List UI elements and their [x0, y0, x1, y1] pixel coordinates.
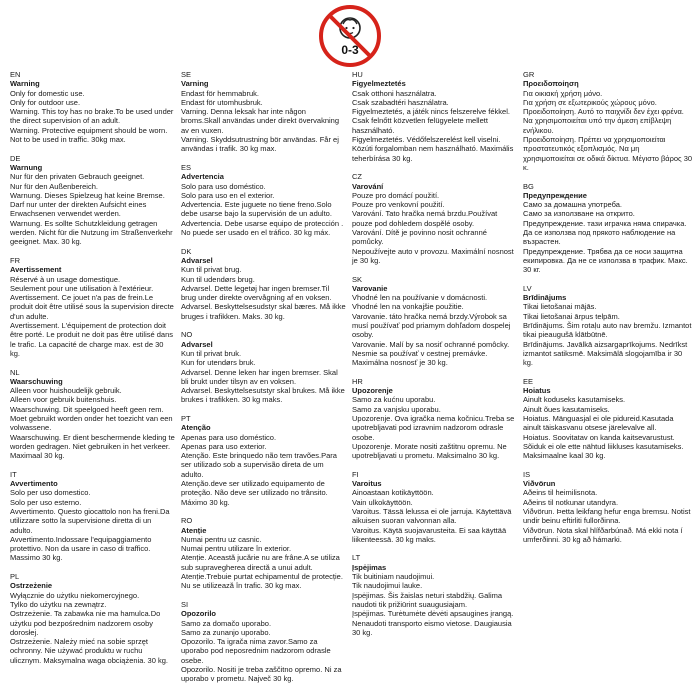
warning-text: Avertissement. L'équipement de protection doit être porté. Le produit ne doit pas être utilisé dans le trafic. La capacité de charge max. est de 30 kg.: [10, 321, 174, 358]
warning-text: Advertencia. Debe usarse equipo de protección . No puede ser usado en el tráfico. 30 kg máx.: [181, 218, 344, 238]
warning-section-ro: [181, 516, 346, 590]
warning-text: Varovanie. Malí by sa nosiť ochranné pomôcky. Nesmie sa používať v cestnej premávke. Maximálna nosnosť je 30 kg.: [352, 339, 510, 368]
warning-text: Advarsel. Dette legetøj har ingen bremser.Til brug under direkte overvågning af en voksen.: [181, 283, 332, 303]
warning-text: Figyelmeztetés, a játék nincs felszerelve fékkel. Csak felnőtt közvetlen felügyelete mellett használható.: [352, 107, 510, 135]
warning-section-se: [181, 70, 346, 154]
warning-text: Samo za zunanjo uporabo.: [181, 627, 271, 637]
warning-text: Solo para uso en el exterior.: [181, 190, 275, 200]
language-code: NO: [181, 330, 193, 340]
warning-heading: Atenção: [181, 423, 211, 433]
warning-heading: Waarschuwing: [10, 376, 63, 386]
warning-text: Wyłącznie do użytku niekomercyjnego.: [10, 590, 140, 600]
warning-heading: Предупреждение: [523, 190, 587, 200]
warning-heading: Advertencia: [181, 172, 224, 182]
warning-text: Viðvörun. Nota skal hlífðarbúnað. Má ekki nota í umferðinni. 30 kg að hámarki.: [523, 525, 683, 544]
warning-text: Ostrzeżenie. Należy mieć na sobie sprzęt ochronny. Nie używać produktu w ruchu ulicznym. Maksymalna waga obciążenia. 30 kg.: [10, 637, 168, 665]
warning-text: Įspėjimas. Šis žaislas neturi stabdžių. Galima naudoti tik prižiūrint suaugusiajam.: [352, 590, 503, 609]
column-2: [181, 70, 346, 693]
warning-text: Csak szabadtéri használatra.: [352, 97, 449, 107]
warning-text: Solo para uso doméstico.: [181, 181, 266, 191]
warning-heading: Avertissement: [10, 265, 62, 275]
warning-heading: Įspėjimas: [352, 562, 387, 572]
age-warning-badge: [318, 4, 382, 68]
warning-text: Varovanie. táto hračka nemá brzdy.Výrobok sa musí používať pod priamym dohľadom dospelej osoby.: [352, 311, 511, 340]
warning-text: Προειδοποίηση. Αυτό το παιχνίδι δεν έχει φρένα. Να χρησιμοποιείται υπό την άμεση επίβλεψη ενήλικου.: [523, 107, 684, 135]
language-code: LT: [352, 553, 361, 563]
warning-text: Varování. Tato hračka nemá brzdu.Používat pouze pod dohledem dospělé osoby.: [352, 209, 498, 228]
warning-section-pl: [10, 572, 175, 665]
warning-text: Hoiatus. Mänguasjal ei ole pidureid.Kasutada ainult täiskasvanu otsese järelevalve all.: [523, 413, 674, 433]
language-code: IS: [523, 469, 531, 479]
warning-section-gr: [523, 70, 693, 172]
warning-section-no: [181, 330, 346, 404]
warning-text: Samo za domačo uporabo.: [181, 618, 272, 628]
warning-text: Advarsel. Beskyttelsesutstyr skal brukes. Må ikke brukes i trafikken. 30 kg maks.: [181, 386, 345, 405]
column-1: [10, 70, 175, 674]
warning-heading: Προειδοποίηση: [523, 79, 579, 89]
warning-section-en: [10, 70, 175, 144]
warning-section-de: [10, 154, 175, 247]
language-code: EE: [523, 376, 534, 386]
warning-text: Предупреждение. Трябва да се носи защитна екипировка. Да не се използва в трафик. Макс. 30 кг.: [523, 246, 688, 275]
warning-text: Kun til privat bruk.: [181, 348, 242, 358]
warning-text: Csak otthoni használatra.: [352, 88, 437, 98]
language-code: CZ: [352, 172, 362, 182]
warning-text: Само за използване на открито.: [523, 209, 635, 219]
warning-section-si: [181, 600, 346, 684]
language-code: SE: [181, 70, 192, 79]
warning-text: Įspėjimas. Turėtumėte dėvėti apsaugines įrangą. Nenaudoti transporto eismo vietose. Daugiausia 30 kg.: [352, 609, 514, 637]
warning-text: Brīdinājums. Šim rotaļu auto nav bremžu. Izmantot tikai pieaugušā klātbūtnē.: [523, 321, 692, 340]
warning-text: Nur für den privaten Gebrauch geeignet.: [10, 172, 145, 182]
warning-heading: Atenție: [181, 525, 207, 535]
language-code: DK: [181, 246, 192, 256]
warning-text: Προειδοποίηση. Πρέπει να χρησιμοποιείται προστατευτικός εξοπλισμός. Να μη χρησιμοποιείται σε οδικά δίκτυα. Μέγιστο βάρος 30 κ.: [523, 135, 693, 172]
warning-text: Viðvörun. Þetta leikfang hefur enga bremsu. Notist undir beinu eftirliti fullorðinna.: [523, 506, 691, 526]
language-code: ES: [181, 162, 192, 172]
warning-text: Numai pentru uz casnic.: [181, 534, 262, 544]
warning-text: Atenție. Această jucărie nu are frâne.A se utiliza sub supravegherea directă a unui adult.: [181, 553, 340, 572]
warning-section-it: [10, 470, 175, 563]
warning-text: Vhodné len na používanie v domácnosti.: [352, 293, 488, 303]
warning-text: Nur für den Außenbereich.: [10, 181, 98, 191]
warning-heading: Varovanie: [352, 283, 388, 293]
warning-heading: Ostrzeżenie: [10, 581, 53, 591]
warning-text: Kun til privat brug.: [181, 265, 242, 275]
warning-section-sk: [352, 275, 517, 368]
warning-text: Solo per uso domestico.: [10, 488, 91, 498]
warning-text: Atenção.deve ser utilizado equipamento de proteção. Não deve ser utilizado no trânsito. Máximo 30 kg.: [181, 479, 328, 507]
language-code: DE: [10, 153, 21, 163]
language-code: IT: [10, 469, 17, 479]
warning-heading: Figyelmeztetés: [352, 79, 406, 89]
warning-text: Tylko do użytku na zewnątrz.: [10, 599, 107, 609]
warning-heading: Opozorilo: [181, 609, 216, 619]
warning-text: Samo za vanjsku uporabu.: [352, 404, 441, 414]
warning-text: Numai pentru utilizare în exterior.: [181, 544, 292, 554]
warning-text: Tik naudojimui lauke.: [352, 581, 423, 591]
column-3: [352, 70, 517, 646]
warning-text: Tik buitiniam naudojimui.: [352, 572, 435, 582]
warning-text: Avertissement. Ce jouet n'a pas de frein.Le produit doit être utilisé sous la supervision directe d'un adulte.: [10, 293, 174, 321]
warning-text: Kun til udendørs brug.: [181, 274, 255, 284]
warning-text: Vain ulkokäyttöön.: [352, 497, 413, 507]
warning-text: Varoitus. Käytä suojavarusteita. Ei saa käyttää liikenteessä. 30 kg maks.: [352, 525, 507, 544]
warning-text: Tikai lietošanai ārpus telpām.: [523, 311, 620, 321]
warning-text: Endast för utomhusbruk.: [181, 97, 263, 107]
warning-text: Brīdinājums. Javālkā aizsargaprīkojums. Nedrīkst izmantot satiksmē. Maksimālā slogojamība ir 30 kg.: [523, 339, 688, 368]
language-code: NL: [10, 367, 20, 377]
warning-text: Kun for utendørs bruk.: [181, 358, 256, 368]
warning-text: Alleen voor gebruik buitenshuis.: [10, 395, 117, 405]
warning-text: Waarschuwing. Dit speelgoed heeft geen rem. Moet gebruikt worden onder het toezicht van een volwassene.: [10, 404, 173, 433]
warning-text: Ostrzeżenie. Ta zabawka nie ma hamulca.Do użytku pod bezpośrednim nadzorem osoby dorosłej.: [10, 609, 161, 637]
warning-text: Pouze pro domácí použití.: [352, 190, 440, 200]
column-4: [523, 70, 693, 553]
warning-text: Apenas para uso exterior.: [181, 441, 267, 451]
warning-text: Για οικιακή χρήση μόνο.: [523, 88, 603, 98]
warning-text: Warning. This toy has no brake.To be used under the direct supervision of an adult.: [10, 107, 174, 126]
warning-section-pt: [181, 414, 346, 507]
language-code: SK: [352, 274, 363, 284]
language-code: PL: [10, 572, 20, 582]
warning-text: Advarsel. Denne leken har ingen bremser. Skal bli brukt under tilsyn av en voksen.: [181, 367, 338, 386]
age-range-label: 0-3: [341, 43, 359, 57]
warning-text: Upozorenje. Morate nositi zaštitnu opremu. Ne upotrebljavati u prometu. Maksimalno 30 kg.: [352, 441, 507, 461]
warning-text: Endast för hemmabruk.: [181, 88, 259, 98]
warning-text: Solo per uso esterno.: [10, 497, 82, 507]
warning-text: Предупреждение. тази играчка няма спирачка. Да се използва под прякото наблюдение на възрастен.: [523, 218, 687, 247]
warning-heading: Viðvörun: [523, 479, 556, 489]
warning-section-hr: [352, 377, 517, 461]
warning-text: Advarsel. Beskyttelsesudstyr skal bæres. Må ikke bruges i trafikken. Maks. 30 kg.: [181, 302, 346, 321]
warning-text: Waarschuwing. Er dient beschermende kleding te worden gedragen. Niet gebruiken in het verkeer. Maximaal 30 kg.: [10, 432, 175, 461]
warning-section-nl: [10, 368, 175, 461]
warning-text: Pouze pro venkovní použití.: [352, 200, 445, 210]
warning-heading: Brīdinājums: [523, 293, 567, 303]
language-code: EN: [10, 70, 21, 79]
warning-heading: Avvertimento: [10, 479, 58, 489]
warning-heading: Varoitus: [352, 479, 382, 489]
language-code: FI: [352, 469, 359, 479]
warning-text: Ainult koduseks kasutamiseks.: [523, 395, 626, 405]
warning-text: Figyelmeztetés. Védőfelszerelést kell viselni. Közúti forgalomban nem használható. Maximális teherbírása 30 kg.: [352, 135, 514, 163]
warning-text: Ainoastaan kotikäyttöön.: [352, 488, 434, 498]
language-code: PT: [181, 413, 191, 423]
warning-heading: Hoiatus: [523, 386, 551, 396]
warning-heading: Varování: [352, 181, 384, 191]
warning-section-cz: [352, 172, 517, 265]
warning-text: Only for outdoor use.: [10, 97, 81, 107]
warning-heading: Upozorenje: [352, 386, 393, 396]
language-code: HR: [352, 376, 363, 386]
warning-text: Samo za kućnu uporabu.: [352, 395, 436, 405]
warning-text: Opozorilo. Ta igrača nima zavor.Samo za uporabo pod neposrednim nadzorom odrasle osebe.: [181, 637, 331, 665]
warning-text: Aðeins til notkunar utandyra.: [523, 497, 619, 507]
warning-text: Avvertimento.Indossare l'equipaggiamento protettivo. Non da usare in caso di traffico. Massimo 30 kg.: [10, 534, 152, 563]
warning-section-dk: [181, 247, 346, 321]
warning-text: Nepoužívejte auto v provozu. Maximální nosnost je 30 kg.: [352, 246, 514, 265]
warning-text: Aðeins til heimilisnota.: [523, 488, 598, 498]
warning-text: Varning. Denna leksak har inte någon broms.Skall användas under direkt övervakning av en vuxen.: [181, 107, 340, 135]
language-code: RO: [181, 516, 193, 526]
warning-text: Warnung. Dieses Spielzeug hat keine Bremse. Darf nur unter der direkten Aufsicht eines Erwachsenen verwendet werden.: [10, 190, 165, 219]
warning-text: Seulement pour une utilisation à l'extérieur.: [10, 283, 154, 293]
warning-text: Vhodné len na vonkajšie použitie.: [352, 302, 464, 312]
warning-text: Upozorenje. Ova igračka nema kočnicu.Treba se upotrebljavati pod izravnim nadzorom odrasle osobe.: [352, 413, 515, 442]
warning-text: Само за домашна употреба.: [523, 200, 622, 210]
warning-text: Varning. Skyddsutrustning bör användas. Får ej användas i trafik. 30 kg max.: [181, 135, 339, 154]
warning-text: Atenție.Trebuie purtat echipamentul de protecție. Nu se utilizează în trafic. 30 kg max.: [181, 572, 343, 591]
warning-text: Réservé à un usage domestique.: [10, 274, 121, 284]
warning-heading: Advarsel: [181, 339, 213, 349]
warning-section-ee: [523, 377, 693, 461]
warning-text: Ainult õues kasutamiseks.: [523, 404, 610, 414]
warning-section-hu: [352, 70, 517, 163]
warning-text: Apenas para uso doméstico.: [181, 432, 277, 442]
warning-section-fi: [352, 470, 517, 544]
warning-section-es: [181, 163, 346, 237]
language-code: SI: [181, 599, 189, 609]
warning-text: Avvertimento. Questo giocattolo non ha freni.Da utilizzare sotto la supervisione diretta di un adulto.: [10, 506, 170, 535]
warning-text: Atenção. Este brinquedo não tem travões.Para ser utilizado sob a supervisão direta de um adulto.: [181, 451, 337, 479]
warning-heading: Varning: [181, 79, 209, 89]
warning-text: Tikai lietošanai mājās.: [523, 302, 597, 312]
warning-heading: Warnung: [10, 162, 43, 172]
language-code: LV: [523, 283, 532, 293]
warning-text: Varování. Dítě je povinno nosit ochranné pomůcky.: [352, 228, 487, 247]
warning-text: Varoitus. Tässä lelussa ei ole jarruja. Käytettävä aikuisen suoran valvonnan alla.: [352, 506, 512, 526]
warning-text: Warnung. Es sollte Schutzkleidung getragen werden. Nicht für die Nutzung im Straßenverkehr geeignet. Max. 30 kg.: [10, 218, 173, 247]
warning-text: Advertencia. Este juguete no tiene freno.Solo debe usarse bajo la supervisión de un adulto.: [181, 200, 332, 219]
warning-heading: Warning: [10, 79, 40, 89]
language-code: GR: [523, 70, 535, 79]
warning-section-is: [523, 470, 693, 544]
warning-text: Warning. Protective equipment should be worn. Not to be used in traffic. 30kg max.: [10, 125, 168, 145]
warning-section-lv: [523, 284, 693, 368]
warning-section-lt: [352, 553, 517, 637]
language-code: HU: [352, 70, 363, 79]
warning-section-bg: [523, 182, 693, 275]
warning-heading: Advarsel: [181, 255, 213, 265]
warning-text: Για χρήση σε εξωτερικούς χώρους μόνο.: [523, 97, 657, 107]
warning-text: Opozorilo. Nositi je treba zaščitno opremo. Ni za uporabo v prometu. Največ 30 kg.: [181, 665, 342, 684]
language-code: FR: [10, 255, 20, 265]
language-code: BG: [523, 181, 534, 191]
warning-text: Hoiatus. Soovitatav on kanda kaitsevarustust. Sõiduk ei ole ette nähtud liikluses kasutamiseks. Maksimaalne kaal 30 kg.: [523, 432, 684, 461]
warning-text: Only for domestic use.: [10, 88, 85, 98]
warning-text: Alleen voor huishoudelijk gebruik.: [10, 386, 122, 396]
warning-section-fr: [10, 256, 175, 358]
